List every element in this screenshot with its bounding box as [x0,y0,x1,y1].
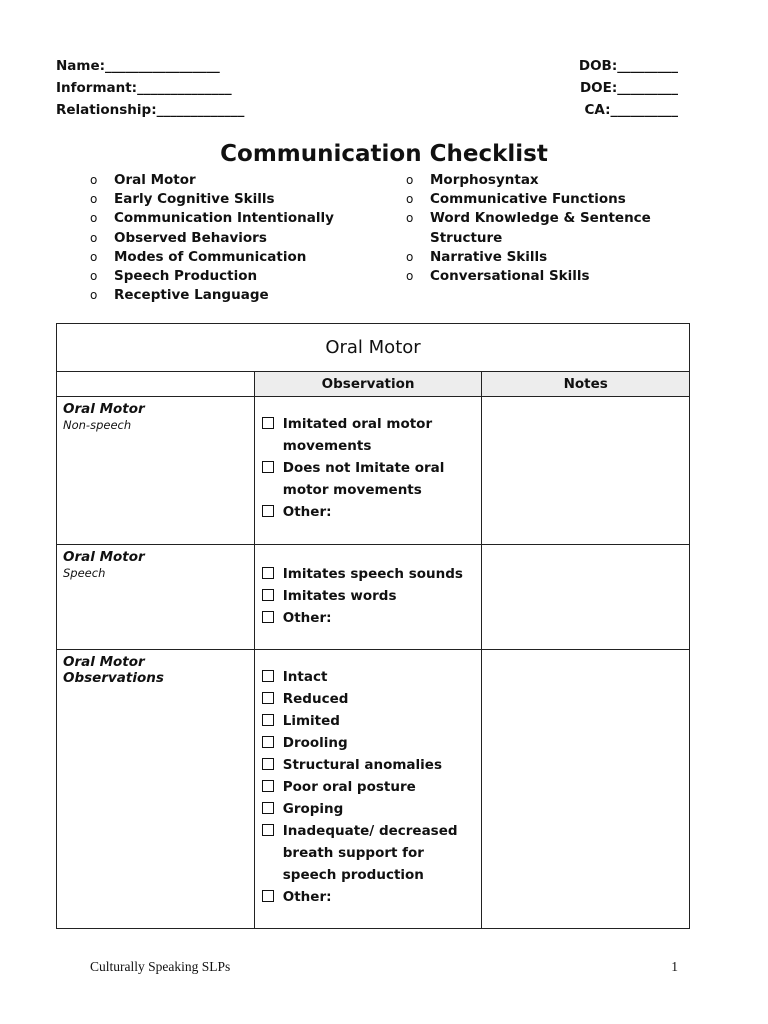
header-row-3 [56,102,678,124]
bullet-icon: o [406,192,414,207]
checkbox[interactable] [262,611,274,623]
checklist-item[interactable]: Structural anomalies [255,754,482,776]
toc-item: o Observed Behaviors [90,229,390,248]
name-field-label: Name:_________________ [56,58,220,74]
bullet-icon: o [90,230,98,245]
notes-column-header: Notes [482,372,690,397]
bullet-icon: o [90,269,98,284]
header-row-1 [56,58,678,80]
row-label-cell [57,650,255,929]
toc-item: o Early Cognitive Skills [90,190,390,209]
checkbox[interactable] [262,890,274,902]
oral-motor-table [56,323,690,929]
informant-field-label: Informant:______________ [56,80,232,96]
row-label-cell [57,397,255,545]
toc-right-column [406,171,666,286]
table-header-row [57,372,690,397]
checklist-item[interactable]: Drooling [255,732,482,754]
relationship-field-label: Relationship:_____________ [56,102,245,118]
row-label: Oral Motor Observations [63,654,164,686]
checkbox[interactable] [262,417,274,429]
table-row [57,545,690,650]
bullet-icon: o [406,269,414,284]
checklist-item[interactable]: Imitated oral motor movements [255,413,482,457]
row-sublabel: Speech [63,566,106,580]
bullet-icon: o [90,288,98,303]
toc-item: o Modes of Communication [90,248,390,267]
checklist-item[interactable]: Other: [255,501,482,523]
toc-item: o Morphosyntax [406,171,666,190]
checkbox[interactable] [262,758,274,770]
section-title: Oral Motor [57,324,690,372]
page-title: Communication Checklist [220,141,548,167]
toc-item: o Communication Intentionally [90,209,390,228]
row-label: Oral Motor [63,401,145,417]
toc-left-column [90,171,390,305]
checklist-item[interactable]: Other: [255,607,482,629]
toc-item: o Narrative Skills [406,248,666,267]
checklist-item[interactable]: Imitates words [255,585,482,607]
bullet-icon: o [90,211,98,226]
bullet-icon: o [90,192,98,207]
page-footer [90,959,688,975]
bullet-icon: o [406,173,414,187]
header-row-2 [56,80,678,102]
notes-cell[interactable] [482,545,690,650]
checklist-item[interactable]: Intact [255,666,482,688]
checkbox[interactable] [262,802,274,814]
notes-cell[interactable] [482,650,690,929]
table-row [57,650,690,929]
bullet-icon: o [406,249,414,264]
row-sublabel: Non-speech [63,418,132,432]
checklist-item[interactable]: Imitates speech sounds [255,563,482,585]
checkbox[interactable] [262,780,274,792]
checklist-item[interactable]: Groping [255,798,482,820]
observation-cell [254,397,482,545]
checkbox[interactable] [262,714,274,726]
bullet-icon: o [406,211,414,226]
checklist-item[interactable]: Poor oral posture [255,776,482,798]
toc-item: o Speech Production [90,267,390,286]
checklist-item[interactable]: Does not Imitate oral motor movements [255,457,482,501]
row-label-cell [57,545,255,650]
checklist-item[interactable]: Inadequate/ decreased breath support for speech production [255,820,482,886]
toc-item: o Conversational Skills [406,267,666,286]
table-row [57,397,690,545]
checklist-item[interactable]: Reduced [255,688,482,710]
checkbox[interactable] [262,567,274,579]
row-label: Oral Motor [63,549,145,565]
toc-item: o Receptive Language [90,286,390,305]
toc-item: o Oral Motor [90,171,390,190]
toc-item: o Communicative Functions [406,190,666,209]
observation-cell [254,545,482,650]
ca-field-label: CA:__________ [584,102,678,118]
empty-header-cell [57,372,255,397]
checkbox[interactable] [262,670,274,682]
observation-column-header: Observation [254,372,482,397]
bullet-icon: o [90,173,98,187]
checkbox[interactable] [262,589,274,601]
checkbox[interactable] [262,692,274,704]
checklist-item[interactable]: Other: [255,886,482,908]
footer-source: Culturally Speaking SLPs [90,959,231,974]
checkbox[interactable] [262,505,274,517]
page-number: 1 [671,959,678,974]
checkbox[interactable] [262,824,274,836]
checkbox[interactable] [262,461,274,473]
checkbox[interactable] [262,736,274,748]
toc-item: o Word Knowledge & Sentence Structure [406,210,651,246]
bullet-icon: o [90,249,98,264]
notes-cell[interactable] [482,397,690,545]
doe-field-label: DOE:_________ [579,80,678,96]
dob-field-label: DOB:_________ [578,58,678,74]
observation-cell [254,650,482,929]
checklist-item[interactable]: Limited [255,710,482,732]
